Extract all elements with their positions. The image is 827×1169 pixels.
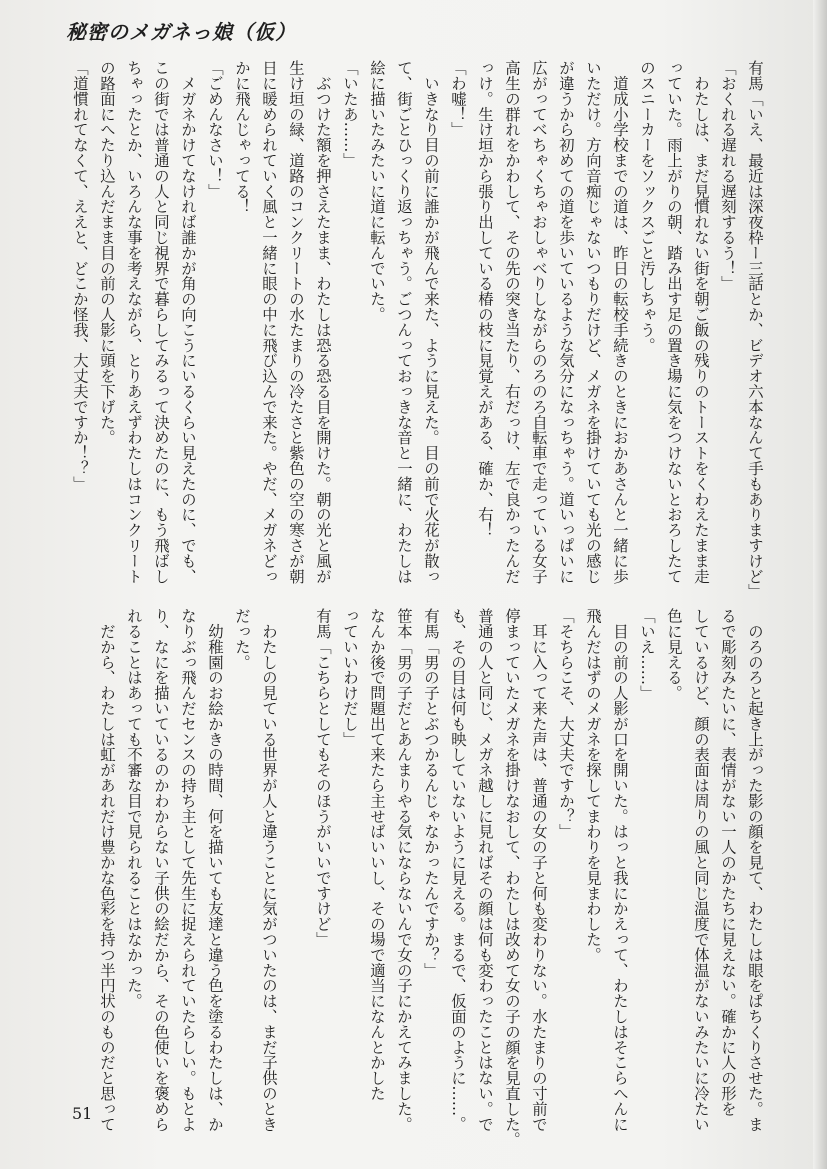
text-line: ちゃったとか、いろんな事を考えながら、とりあえずわたしはコンクリート xyxy=(125,60,143,584)
text-line: 目の前の人影が口を開いた。はっと我にかえって、わたしはそこらへんに xyxy=(611,608,629,1132)
text-line: 道成小学校までの道は、昨日の転校手続きのときにおかあさんと一緒に歩 xyxy=(611,60,629,584)
text-line: 「ごめんなさい！」 xyxy=(206,60,224,199)
text-line: のスニーカーをソックスごと汚しちゃう。 xyxy=(638,60,656,353)
text-line: 「道慣れてなくて、ええと、どこか怪我、大丈夫ですか！？」 xyxy=(71,60,89,492)
text-line: わたしは、まだ見慣れない街を朝ご飯の残りのトーストをくわえたまま走 xyxy=(692,60,710,584)
text-line: 「いえ……」 xyxy=(638,608,656,701)
text-block-top xyxy=(70,60,764,599)
text-line: て、街ごとひっくり返っちゃう。ごつんっておっきな音と一緒に、わたしは xyxy=(395,60,413,584)
page-spine-shadow xyxy=(813,0,827,1169)
text-line: かに飛んじゃってる！ xyxy=(233,60,251,214)
running-header-title: 秘密のメガネっ娘（仮） xyxy=(66,20,297,44)
text-line: 耳に入って来た声は、普通の女の子と何も変わりない。水たまりの寸前で xyxy=(530,608,548,1132)
text-line: れることはあっても不審な目で見られることはなかった。 xyxy=(125,608,143,1009)
text-line: ぶつけた額を押さえたまま、わたしは恐る恐る目を開けた。朝の光と風が xyxy=(314,60,332,584)
text-line: 絵に描いたみたいに道に転んでいた。 xyxy=(368,60,386,322)
text-line: 「わ嘘！」 xyxy=(449,60,467,137)
text-line: 高生の群れをかわして、その先の突き当たり、右だっけ、左で良かったんだ xyxy=(503,60,521,584)
text-line: 有馬「こちらとしてもそのほうがいいですけど」 xyxy=(314,608,332,947)
text-line: 幼稚園のお絵かきの時間、何を描いても友達と違う色を塗るわたしは、か xyxy=(206,608,224,1132)
text-line: 生け垣の緑、道路のコンクリートの水たまりの冷たさと紫色の空の寒さが朝 xyxy=(287,60,305,584)
text-line: が違うから初めての道を歩いているような気分になっちゃう。道いっぱいに xyxy=(557,60,575,584)
text-line: なりぶっ飛んだセンスの持ち主として先生に捉えられていたらしい。もとよ xyxy=(179,608,197,1132)
text-line: 普通の人と同じ、メガネ越しに見ればその顔は何も変わったことはない。で xyxy=(476,608,494,1132)
text-line: 「おくれる遅れる遅刻するう！」 xyxy=(719,60,737,291)
text-line: るで彫刻みたいに、表情がない一人のかたちに見えない。確かに人の形を xyxy=(719,608,737,1117)
text-line: っていた。雨上がりの朝、踏み出す足の置き場に気をつけないとおろしたて xyxy=(665,60,683,584)
text-line: っけ。生け垣から張り出している椿の枝に見覚えがある、確か、右！ xyxy=(476,60,494,538)
text-line: も、その目は何も映していないように見える。まるで、仮面のように……。 xyxy=(449,608,467,1132)
page-number: 51 xyxy=(72,1104,93,1123)
text-line: メガネかけてなければ誰かが角の向こうにいるくらい見えたのに、でも、 xyxy=(179,60,197,584)
text-line: 色に見える。 xyxy=(665,608,683,701)
text-line: この街では普通の人と同じ視界で暮らしてみるって決めたのに、もう飛ばし xyxy=(152,60,170,584)
text-line: の路面にへたり込んだまま目の前の人影に頭を下げた。 xyxy=(98,60,116,445)
text-line: 「いたあ……」 xyxy=(341,60,359,168)
text-line: 有馬「いえ、最近は深夜枠ー三話とか、ビデオ六本なんて手もありますけど」 xyxy=(746,60,764,599)
text-line: のろのろと起き上がった影の顔を見て、わたしは眼をぱちくりさせた。ま xyxy=(746,608,764,1132)
text-line: 「そちらこそ、大丈夫ですか？」 xyxy=(557,608,575,839)
text-line: いただけ。方向音痴じゃないつもりだけど、メガネを掛けていても光の感じ xyxy=(584,60,602,584)
text-line: 飛んだはずのメガネを探してまわりを見まわした。 xyxy=(584,608,602,963)
text-line: 広がってべちゃくちゃおしゃべりしながらのろのろ自転車で走っている女子 xyxy=(530,60,548,584)
text-line: 停まっていたメガネを掛けなおして、わたしは改めて女の子の顔を見直した。 xyxy=(503,608,521,1147)
text-line: だから、わたしは虹があれだけ豊かな色彩を持つ半円状のものだと思って xyxy=(98,608,116,1132)
text-line: 日に暖められていく風と一緒に眼の中に飛び込んで来た。やだ、メガネどっ xyxy=(260,60,278,584)
text-line: なんか後で問題出て来たら主せばいいし、その場で適当になんとかした xyxy=(368,608,386,1101)
text-line: 有馬「男の子とぶつかるんじゃなかったんですか？」 xyxy=(422,608,440,978)
text-line: しているけど、顔の表面は周りの風と同じ温度で体温がないみたいに冷たい xyxy=(692,608,710,1132)
text-line: 笹本「男の子だとあんまりやる気にならないんで女の子にかえてみました。 xyxy=(395,608,413,1132)
text-line: わたしの見ている世界が人と違うことに気がついたのは、まだ子供のとき xyxy=(260,608,278,1132)
text-line xyxy=(276,608,303,1098)
text-line: り、なにを描いているのかわからない子供の絵だから、その色使いを褒めら xyxy=(152,608,170,1132)
text-line: だった。 xyxy=(233,608,251,670)
text-line: いきなり目の前に誰かが飛んで来た、ように見えた。目の前で火花が散っ xyxy=(422,60,440,584)
text-line: っていいわけだし」 xyxy=(341,608,359,747)
